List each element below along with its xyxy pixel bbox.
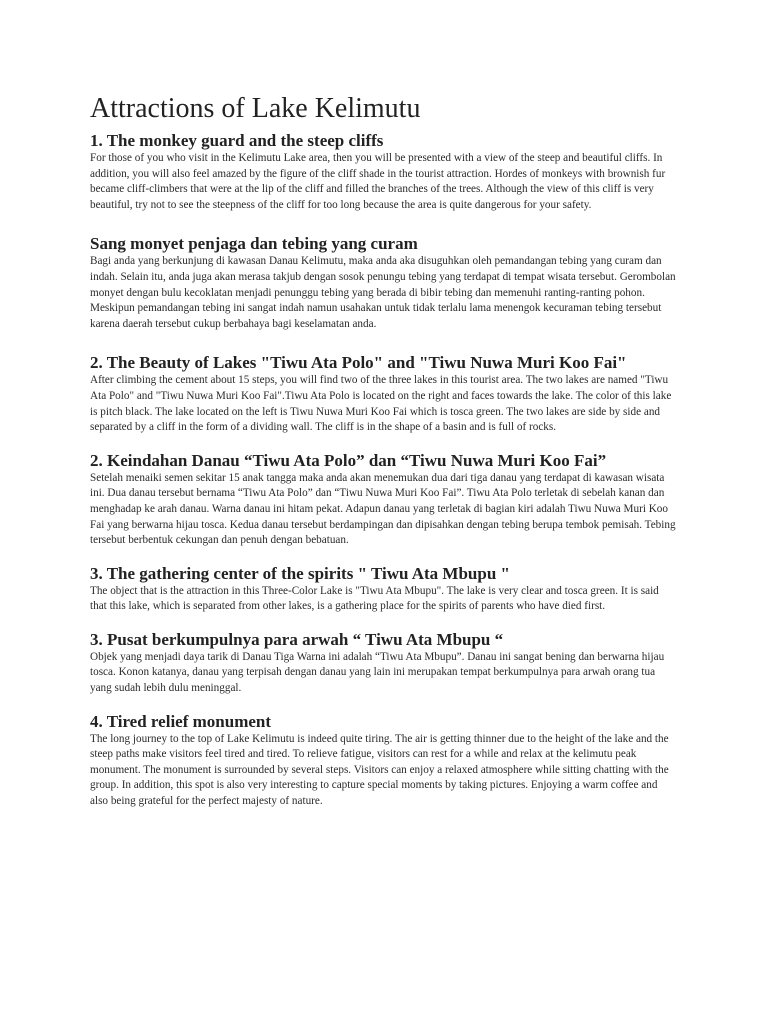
section-body: The long journey to the top of Lake Kelimutu is indeed quite tiring. The air is getting thinner due to the height of the lake and the steep paths make visitors feel tired and tired. To relieve fatigue, visitors can rest for a while and relax at the kelimutu peak monument. The monument is surrounded by several steps. Visitors can enjoy a relaxed atmosphere while sitting chatting with the group. In addition, this spot is also very interesting to capture special moments by taking pictures. Enjoying a warm coffee and also being grateful for the perfect majesty of nature. [90,732,669,808]
section-heading: Sang monyet penjaga dan tebing yang curam [90,234,418,254]
document-title: Attractions of Lake Kelimutu [90,93,421,124]
spacer [90,615,678,629]
section-sang-monyet [90,233,678,332]
section-tired-relief-monument [90,711,678,810]
section-body: For those of you who visit in the Kelimutu Lake area, then you will be presented with a view of the steep and beautiful cliffs. In addition, you will also feel amazed by the figure of the cliff shade in the tourist attraction. Hordes of monkeys with brownish fur became cliff-climbers that were at the lip of the cliff and filled the branches of the trees. Although the view of this cliff is very beautiful, try not to see the steepness of the cliff for too long because the area is quite dangerous for your safety. [90,152,666,211]
section-body: Setelah menaiki semen sekitar 15 anak tangga maka anda akan menemukan dua dari tiga danau yang terdapat di kawasan wisata ini. Dua danau tersebut bernama “Tiwu Ata Polo” dan “Tiwu Nuwa Muri Koo Fai”. Tiwu Ata Polo terletak di sebelah kanan dan menghadap ke arah danau. Warna danau ini hitam pekat. Adapun danau yang terletak di bagian kiri adalah Tiwu Nuwa Muri Koo Fai yang berwarna hijau tosca. Kedua danau tersebut berdampingan dan dipisahkan dengan tebing berupa tembok pemisah. Tebing tersebut berbentuk cekungan dan penuh dengan bebatuan. [90,471,676,547]
spacer [90,213,678,233]
spacer [90,332,678,352]
section-body: Objek yang menjadi daya tarik di Danau Tiga Warna ini adalah “Tiwu Ata Mbupu”. Danau ini sangat bening dan berwarna hijau tosca. Konon katanya, danau yang terpisah dengan danau yang lain ini merupakan tempat berkumpulnya para arwah orang tua yang sudah lebih dulu meninggal. [90,650,665,695]
section-body: Bagi anda yang berkunjung di kawasan Danau Kelimutu, maka anda aka disuguhkan oleh pemandangan tebing yang curam dan indah. Selain itu, anda juga akan merasa takjub dengan sosok penungu tebing yang terdapat di tempat wisata tersebut. Gerombolan monyet dengan bulu kecoklatan menjadi penunggu tebing yang berada di bibir tebing dan memenuhi ranting-ranting pohon. Meskipun pemandangan tebing ini sangat indah namun usahakan untuk tidak terlalu lama menengok kecuraman tebing tersebut karena daerah tersebut cukup berbahaya bagi keselamatan anda. [90,255,676,330]
section-heading: 2. Keindahan Danau “Tiwu Ata Polo” dan “Tiwu Nuwa Muri Koo Fai” [90,450,607,470]
section-keindahan-danau [90,450,678,549]
section-heading: 1. The monkey guard and the steep cliffs [90,131,384,150]
section-body: The object that is the attraction in this Three-Color Lake is "Tiwu Ata Mbupu". The lake is very clear and tosca green. It is said that this lake, which is separated from other lakes, is a gathering place for the spirits of parents who have died first. [90,584,659,613]
section-heading: 2. The Beauty of Lakes "Tiwu Ata Polo" and "Tiwu Nuwa Muri Koo Fai" [90,353,627,373]
spacer [90,697,678,711]
section-heading: 3. The gathering center of the spirits " Tiwu Ata Mbupu " [90,563,510,583]
section-beauty-of-lakes [90,352,678,435]
section-pusat-berkumpul [90,629,678,697]
spacer [90,549,678,563]
section-body: After climbing the cement about 15 steps, you will find two of the three lakes in this tourist area. The two lakes are named "Tiwu Ata Polo" and "Tiwu Nuwa Muri Koo Fai".Tiwu Ata Polo is located on the right and faces towards the lake. The color of this lake is pitch black. The lake located on the left is Tiwu Nuwa Muri Koo Fai which is tosca green. The two lakes are side by side and separated by a cliff in the form of a dividing wall. The cliff is in the shape of a basin and is full of rocks. [90,374,672,434]
section-heading: 4. Tired relief monument [90,711,272,731]
section-monkey-guard [90,130,678,213]
section-heading: 3. Pusat berkumpulnya para arwah “ Tiwu Ata Mbupu “ [90,629,504,649]
spacer [90,436,678,450]
section-gathering-center [90,563,678,615]
